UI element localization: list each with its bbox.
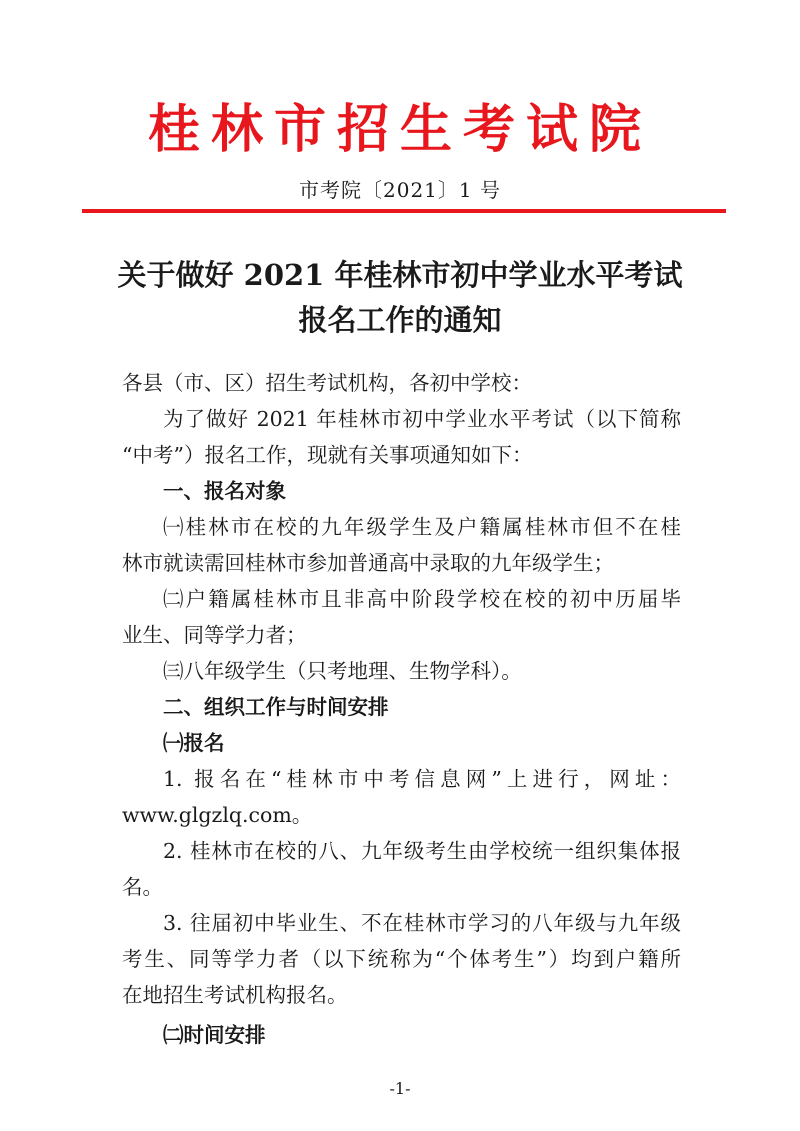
subsection-schedule-heading: ㈡时间安排: [163, 1023, 266, 1047]
document-title-line-1: 关于做好 2021 年桂林市初中学业水平考试: [117, 258, 683, 292]
paragraph-3-line-3: 在地招生考试机构报名。: [122, 983, 348, 1007]
section-1-item-1-line-1: ㈠桂林市在校的九年级学生及户籍属桂林市但不在桂: [163, 515, 681, 539]
paragraph-1-line-1: 1. 报名在“桂林市中考信息网”上进行，网址：: [163, 767, 681, 791]
document-title-line-2: 报名工作的通知: [298, 303, 502, 337]
document-number: 市考院〔2021〕1 号: [299, 178, 501, 202]
paragraph-2-line-2: 名。: [122, 875, 163, 899]
paragraph-2-line-1: 2. 桂林市在校的八、九年级考生由学校统一组织集体报: [163, 839, 681, 863]
section-1-item-1-line-2: 林市就读需回桂林市参加普通高中录取的九年级学生；: [122, 551, 614, 575]
section-1-item-2-line-2: 业生、同等学力者；: [122, 623, 307, 647]
subsection-registration-heading: ㈠报名: [163, 731, 225, 755]
section-1-heading: 一、报名对象: [163, 479, 286, 503]
paragraph-1-line-2: www.glgzlq.com。: [122, 803, 313, 827]
paragraph-3-line-2: 考生、同等学力者（以下统称为“个体考生”）均到户籍所: [122, 947, 681, 971]
salutation: 各县（市、区）招生考试机构，各初中学校：: [122, 371, 532, 395]
section-1-item-3: ㈢八年级学生（只考地理、生物学科）。: [163, 659, 522, 683]
intro-line-2: “中考”）报名工作，现就有关事项通知如下：: [122, 443, 533, 467]
section-1-item-2-line-1: ㈡户籍属桂林市且非高中阶段学校在校的初中历届毕: [163, 587, 681, 611]
issuer-heading: 桂林市招生考试院: [147, 99, 652, 160]
section-2-heading: 二、组织工作与时间安排: [163, 695, 389, 719]
paragraph-3-line-1: 3. 往届初中毕业生、不在桂林市学习的八年级与九年级: [163, 911, 681, 935]
intro-line-1: 为了做好 2021 年桂林市初中学业水平考试（以下简称: [163, 407, 681, 431]
red-divider-line: [82, 209, 726, 213]
page-number: -1-: [389, 1079, 411, 1098]
